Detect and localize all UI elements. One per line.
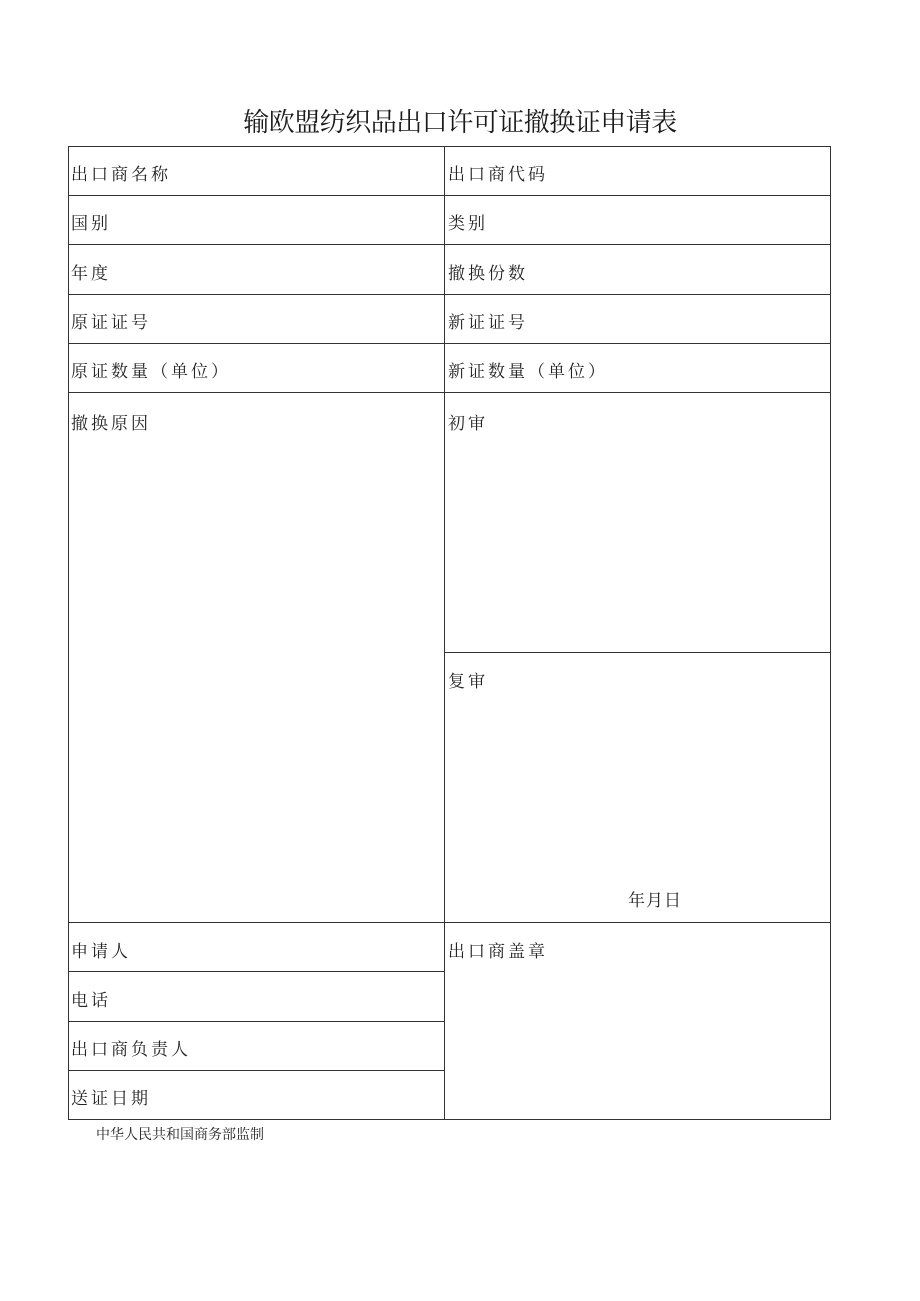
table-border-bottom (68, 1119, 831, 1120)
review-divider (444, 652, 831, 653)
left-row-divider (68, 1070, 445, 1071)
original-license-no-label: 原证证号 (71, 313, 151, 333)
replace-copies-label: 撤换份数 (448, 264, 528, 284)
row-divider (68, 294, 831, 295)
category-label: 类别 (448, 214, 488, 234)
form-title: 输欧盟纺织品出口许可证撤换证申请表 (243, 108, 677, 138)
exporter-head-label: 出口商负责人 (71, 1040, 191, 1060)
row-divider (68, 922, 831, 923)
applicant-label: 申请人 (71, 942, 131, 962)
footer-issuer: 中华人民共和国商务部监制 (96, 1127, 264, 1143)
exporter-code-label: 出口商代码 (448, 165, 548, 185)
row-divider (68, 343, 831, 344)
table-column-divider (444, 146, 445, 1120)
year-label: 年度 (71, 264, 111, 284)
left-row-divider (68, 971, 445, 972)
submit-date-label: 送证日期 (71, 1089, 151, 1109)
original-quantity-label: 原证数量（单位） (71, 362, 231, 382)
new-quantity-label: 新证数量（单位） (448, 362, 608, 382)
table-border-left (68, 146, 69, 1120)
left-row-divider (68, 1021, 445, 1022)
first-review-label: 初审 (448, 414, 488, 434)
exporter-name-label: 出口商名称 (71, 165, 171, 185)
new-license-no-label: 新证证号 (448, 313, 528, 333)
table-border-right (830, 146, 831, 1120)
replace-reason-label: 撤换原因 (71, 414, 151, 434)
second-review-label: 复审 (448, 672, 488, 692)
table-border-top (68, 146, 831, 147)
country-label: 国别 (71, 214, 111, 234)
exporter-seal-label: 出口商盖章 (448, 942, 548, 962)
row-divider (68, 244, 831, 245)
row-divider (68, 195, 831, 196)
row-divider (68, 392, 831, 393)
review-date-label: 年月日 (628, 891, 682, 911)
phone-label: 电话 (71, 991, 111, 1011)
